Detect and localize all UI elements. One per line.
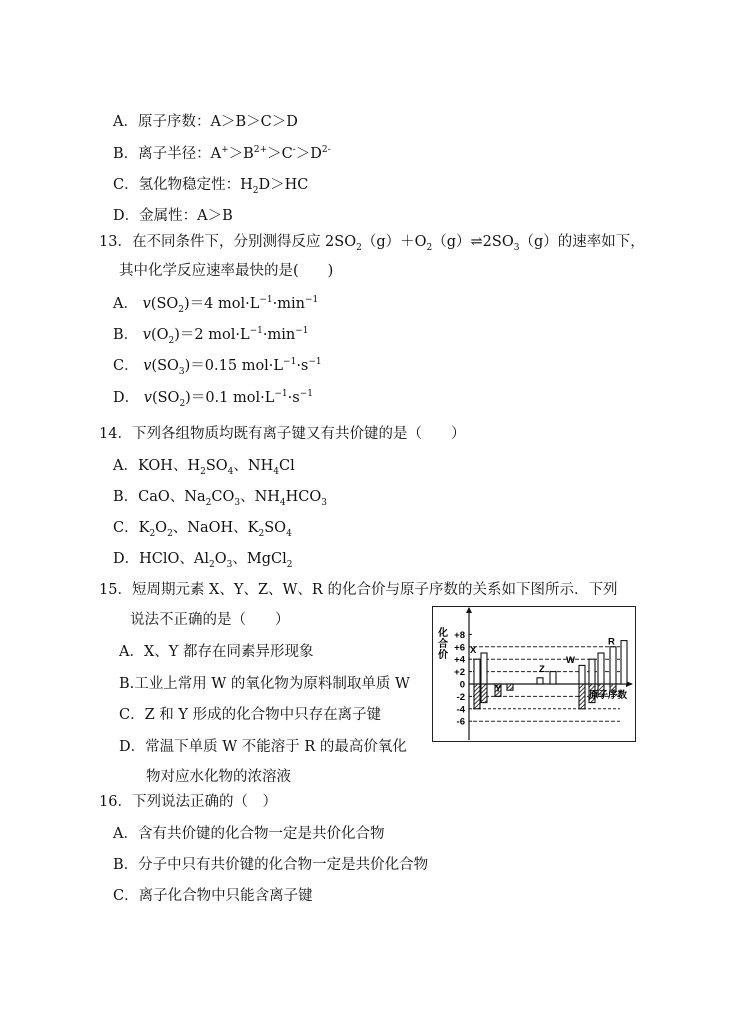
q13-option-d: D． $v(SO_2)=0.1$ $mol\cdot L^{-1}\cdot s^{-1}$ <box>113 389 313 409</box>
bar-negative <box>507 684 513 690</box>
q16-option-c: C．离子化合物中只能含离子键 <box>113 888 313 904</box>
element-label-r: R <box>608 636 615 648</box>
bar-positive <box>550 672 556 684</box>
q15-option-a: A．X、Y 都存在同素异形现象 <box>119 644 314 660</box>
bar-positive <box>598 653 604 684</box>
element-label-y: Y <box>495 683 502 695</box>
q16-option-a: A．含有共价键的化合物一定是共价化合物 <box>113 826 385 842</box>
y-tick-label: +8 <box>454 629 465 641</box>
y-tick-label: +2 <box>454 667 465 679</box>
valence-chart <box>432 606 636 742</box>
q14-stem: 14．下列各组物质均既有离子键又有共价键的是（ ） <box>99 426 466 442</box>
x-axis-label: 原子序数 <box>589 690 628 701</box>
q15-stem-line1: 15．短周期元素 X、Y、Z、W、R 的化合价与原子序数的关系如下图所示．下列 <box>99 582 618 598</box>
y-tick-label: -4 <box>456 704 465 716</box>
q12-option-d: D．金属性：A＞B <box>113 208 233 224</box>
q12-option-c: C．氢化物稳定性：$H_2D>HC$ <box>113 177 309 196</box>
q13-option-b: B． $v(O_2)=2$ $mol\cdot L^{-1}\cdot\min^{-1}$ <box>113 326 309 346</box>
y-tick-label: 0 <box>459 679 465 691</box>
q13-stem-line2: 其中化学反应速率最快的是( ) <box>119 263 334 279</box>
bar-positive <box>481 653 487 684</box>
q15-option-d: D．常温下单质 W 不能溶于 R 的最高价氧化 <box>119 739 407 755</box>
bar-positive <box>589 659 595 684</box>
q12-option-b: B．离子半径：$A^+>B^{2+}>C^->D^{2-}$ <box>113 145 331 162</box>
bar-negative <box>474 684 480 709</box>
q13-option-c: C． $v(SO_3)=0.15$ $mol\cdot L^{-1}\cdot s^{-1}$ <box>113 357 322 377</box>
q14-option-d: D．HClO、$Al_2O_3$、MgCl$_2$ <box>113 551 293 570</box>
valence-chart-svg <box>432 606 636 742</box>
q13-stem-line1: 13．在不同条件下，分别测得反应 $2SO_2(g)+O_2(g)\rightleftharpoons 2SO_3(g)$的速率如下， <box>99 234 645 253</box>
bar-positive <box>610 647 616 684</box>
y-tick-label: +4 <box>454 654 465 666</box>
bar-negative <box>579 684 585 709</box>
q16-stem: 16．下列说法正确的（ ） <box>99 794 277 810</box>
element-label-w: W <box>566 654 575 666</box>
bar-positive <box>579 665 585 684</box>
y-tick-label: -6 <box>456 716 465 728</box>
y-axis-label: 化合价 <box>438 628 448 661</box>
q14-option-c: C．$K_2O_2$、NaOH、$K_2SO_4$ <box>113 520 292 539</box>
bar-positive <box>474 659 480 684</box>
bar-positive <box>537 678 543 684</box>
q12-option-a: A．原子序数：A＞B＞C＞D <box>113 114 298 130</box>
q15-option-b: B.工业上常用 W 的氧化物为原料制取单质 W <box>119 676 410 692</box>
q14-option-a: A．KOH、$H_2SO_4$、$NH_4Cl$ <box>113 458 295 477</box>
bar-negative <box>481 684 487 703</box>
bar-positive <box>621 641 627 684</box>
q13-option-a: A． $v(SO_2)=4$ $mol\cdot L^{-1}\cdot\min^{-1}$ <box>113 295 319 315</box>
element-label-z: Z <box>539 664 545 676</box>
q15-option-d-cont: 物对应水化物的浓溶液 <box>146 769 291 785</box>
q15-option-c: C．Z 和 Y 形成的化合物中只存在离子键 <box>119 707 382 723</box>
y-axis-arrow <box>466 607 472 613</box>
element-label-x: X <box>470 645 477 656</box>
q16-option-b: B．分子中只有共价键的化合物一定是共价化合物 <box>113 857 429 873</box>
q14-option-b: B．CaO、$Na_2CO_3$、$NH_4HCO_3$ <box>113 489 328 508</box>
y-tick-label: +6 <box>454 642 465 654</box>
y-tick-label: -2 <box>456 691 465 703</box>
q15-stem-line2: 说法不正确的是（ ） <box>130 612 290 628</box>
